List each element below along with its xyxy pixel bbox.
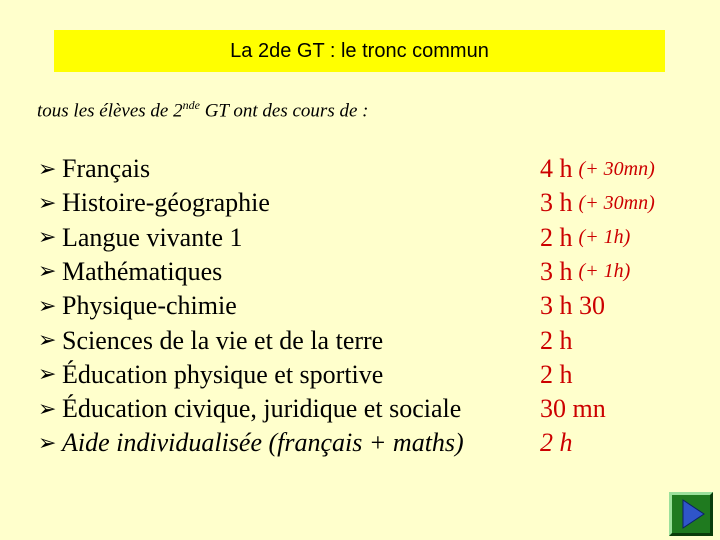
hours-value: 3 h 30: [540, 291, 605, 321]
subject-hours: [540, 221, 630, 255]
intro-after: GT ont des cours de :: [199, 100, 369, 122]
subject-hours: [540, 392, 606, 426]
hours-extra: (+ 30mn): [578, 191, 655, 214]
arrow-bullet-icon: ➢: [38, 259, 57, 285]
subject-name: Mathématiques: [62, 256, 223, 286]
subject-hours: [540, 324, 573, 358]
subject-name: Physique-chimie: [62, 291, 237, 321]
hours-extra: (+ 1h): [578, 260, 631, 283]
title-bar: [54, 30, 665, 72]
subject-name: Aide individualisée (français + maths): [62, 428, 464, 458]
subject-row: [38, 221, 243, 255]
subject-row: [38, 324, 383, 358]
play-triangle-icon: [672, 495, 710, 533]
subject-hours: [540, 152, 655, 186]
hours-value: 2 h: [540, 359, 573, 389]
arrow-bullet-icon: ➢: [38, 430, 57, 456]
arrow-bullet-icon: ➢: [38, 225, 57, 251]
hours-value: 2 h: [540, 325, 573, 355]
intro-sup: nde: [182, 98, 200, 112]
hours-value: 2 h: [540, 222, 573, 252]
arrow-bullet-icon: ➢: [38, 156, 57, 182]
intro-before: tous les élèves de 2: [37, 100, 183, 122]
subject-hours: [540, 289, 605, 323]
subject-row: [38, 186, 270, 220]
hours-extra: (+ 30mn): [578, 157, 655, 180]
subject-row: [38, 426, 464, 460]
subject-row: [38, 392, 461, 426]
subject-name: Éducation civique, juridique et sociale: [62, 394, 462, 424]
subject-name: Histoire-géographie: [62, 188, 270, 218]
subject-hours: [540, 255, 630, 289]
hours-value: 30 mn: [540, 394, 606, 424]
subject-row: [38, 289, 237, 323]
arrow-bullet-icon: ➢: [38, 396, 57, 422]
subject-name: Langue vivante 1: [62, 222, 243, 252]
subject-hours: [540, 358, 573, 392]
hours-extra: (+ 1h): [578, 226, 631, 249]
intro-text: [37, 98, 369, 122]
hours-value: 3 h: [540, 188, 573, 218]
arrow-bullet-icon: ➢: [38, 190, 57, 216]
arrow-bullet-icon: ➢: [38, 293, 57, 319]
subject-row: [38, 255, 222, 289]
subject-name: Français: [62, 154, 151, 183]
arrow-bullet-icon: ➢: [38, 362, 57, 388]
hours-value: 2 h: [540, 428, 573, 458]
subject-name: Sciences de la vie et de la terre: [62, 325, 384, 355]
arrow-bullet-icon: ➢: [38, 328, 57, 353]
subject-row: [38, 152, 150, 186]
subject-hours: [540, 426, 573, 460]
subject-hours: [540, 186, 655, 220]
page-title: La 2de GT : le tronc commun: [230, 39, 489, 62]
hours-value: 3 h: [540, 256, 573, 286]
subject-name: Éducation physique et sportive: [62, 359, 384, 389]
next-slide-button[interactable]: [669, 492, 713, 536]
hours-value: 4 h: [540, 154, 573, 183]
subject-row: [38, 358, 383, 392]
